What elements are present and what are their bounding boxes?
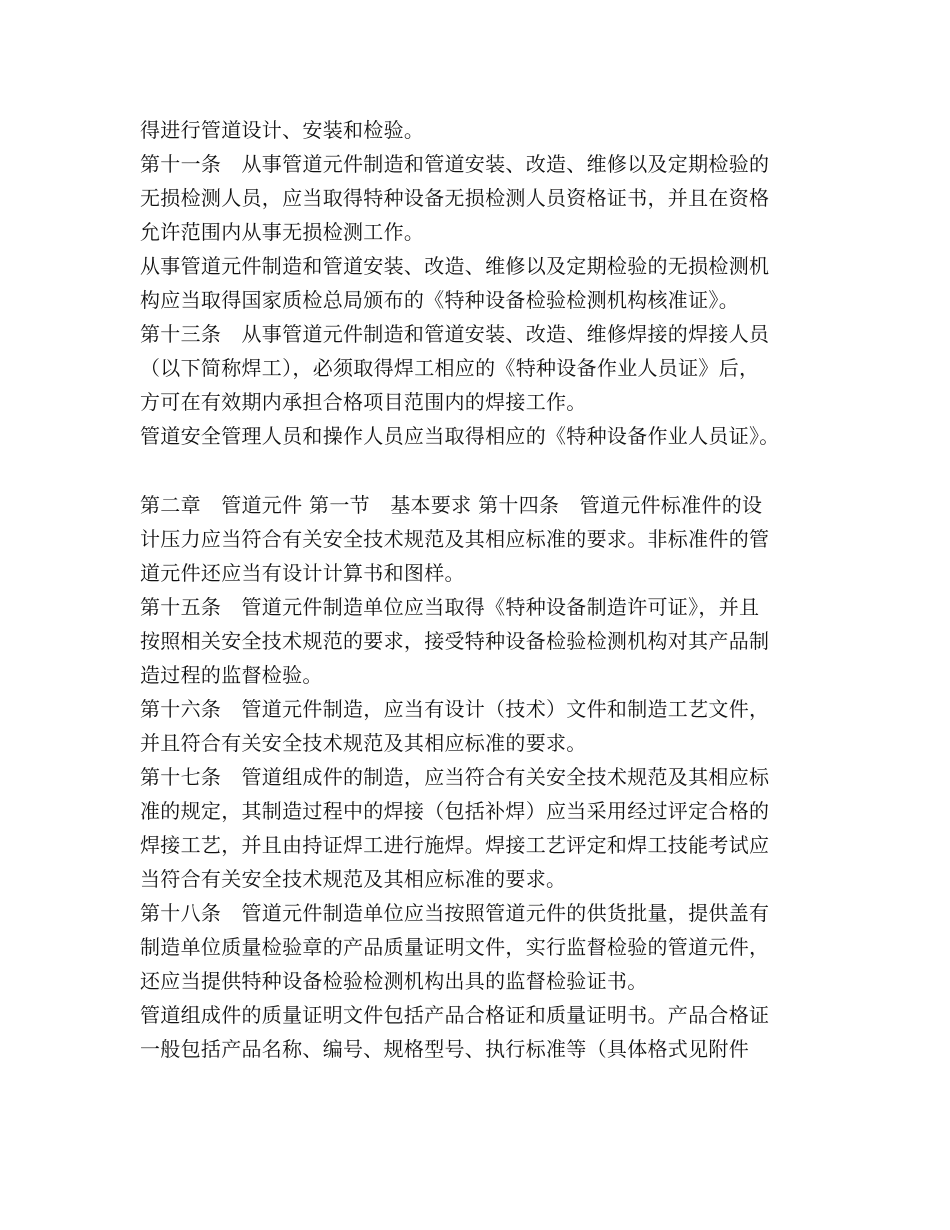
text-line: 第十八条 管道元件制造单位应当按照管道元件的供货批量，提供盖有: [140, 901, 770, 925]
text-line: 制造单位质量检验章的产品质量证明文件，实行监督检验的管道元件，: [140, 935, 770, 959]
text-line: 第十三条 从事管道元件制造和管道安装、改造、维修焊接的焊接人员: [140, 322, 770, 346]
text-line: 当符合有关安全技术规范及其相应标准的要求。: [140, 867, 567, 891]
text-line: 无损检测人员，应当取得特种设备无损检测人员资格证书，并且在资格: [140, 186, 770, 210]
text-line: 构应当取得国家质检总局颁布的《特种设备检验检测机构核准证》。: [140, 288, 739, 312]
text-line: 得进行管道设计、安装和检验。: [140, 118, 425, 142]
text-line: 第十一条 从事管道元件制造和管道安装、改造、维修以及定期检验的: [140, 152, 770, 176]
text-line: 第十六条 管道元件制造，应当有设计（技术）文件和制造工艺文件，: [140, 697, 770, 721]
text-line: 允许范围内从事无损检测工作。: [140, 220, 425, 244]
text-line: 第十七条 管道组成件的制造，应当符合有关安全技术规范及其相应标: [140, 765, 770, 789]
text-line: 按照相关安全技术规范的要求，接受特种设备检验检测机构对其产品制: [140, 629, 770, 653]
text-line: 并且符合有关安全技术规范及其相应标准的要求。: [140, 731, 587, 755]
section-gap: [140, 453, 830, 488]
text-line: 准的规定，其制造过程中的焊接（包括补焊）应当采用经过评定合格的: [140, 799, 770, 823]
text-line: 从事管道元件制造和管道安装、改造、维修以及定期检验的无损检测机: [140, 254, 770, 278]
text-line: 造过程的监督检验。: [140, 663, 323, 687]
text-line: （以下简称焊工），必须取得焊工相应的《特种设备作业人员证》后，: [140, 356, 760, 380]
text-line: 管道安全管理人员和操作人员应当取得相应的《特种设备作业人员证》。: [140, 424, 780, 448]
text-line: 方可在有效期内承担合格项目范围内的焊接工作。: [140, 390, 587, 414]
text-line: 焊接工艺，并且由持证焊工进行施焊。焊接工艺评定和焊工技能考试应: [140, 833, 770, 857]
document-body: [140, 113, 830, 1066]
text-line: 道元件还应当有设计计算书和图样。: [140, 561, 465, 585]
text-line: 还应当提供特种设备检验检测机构出具的监督检验证书。: [140, 969, 648, 993]
text-line: 一般包括产品名称、编号、规格型号、执行标准等（具体格式见附件: [140, 1037, 749, 1061]
text-line: 第十五条 管道元件制造单位应当取得《特种设备制造许可证》，并且: [140, 595, 760, 619]
text-line: 管道组成件的质量证明文件包括产品合格证和质量证明书。产品合格证: [140, 1003, 770, 1027]
text-line: 第二章 管道元件 第一节 基本要求 第十四条 管道元件标准件的设: [140, 493, 763, 517]
text-line: 计压力应当符合有关安全技术规范及其相应标准的要求。非标准件的管: [140, 527, 770, 551]
